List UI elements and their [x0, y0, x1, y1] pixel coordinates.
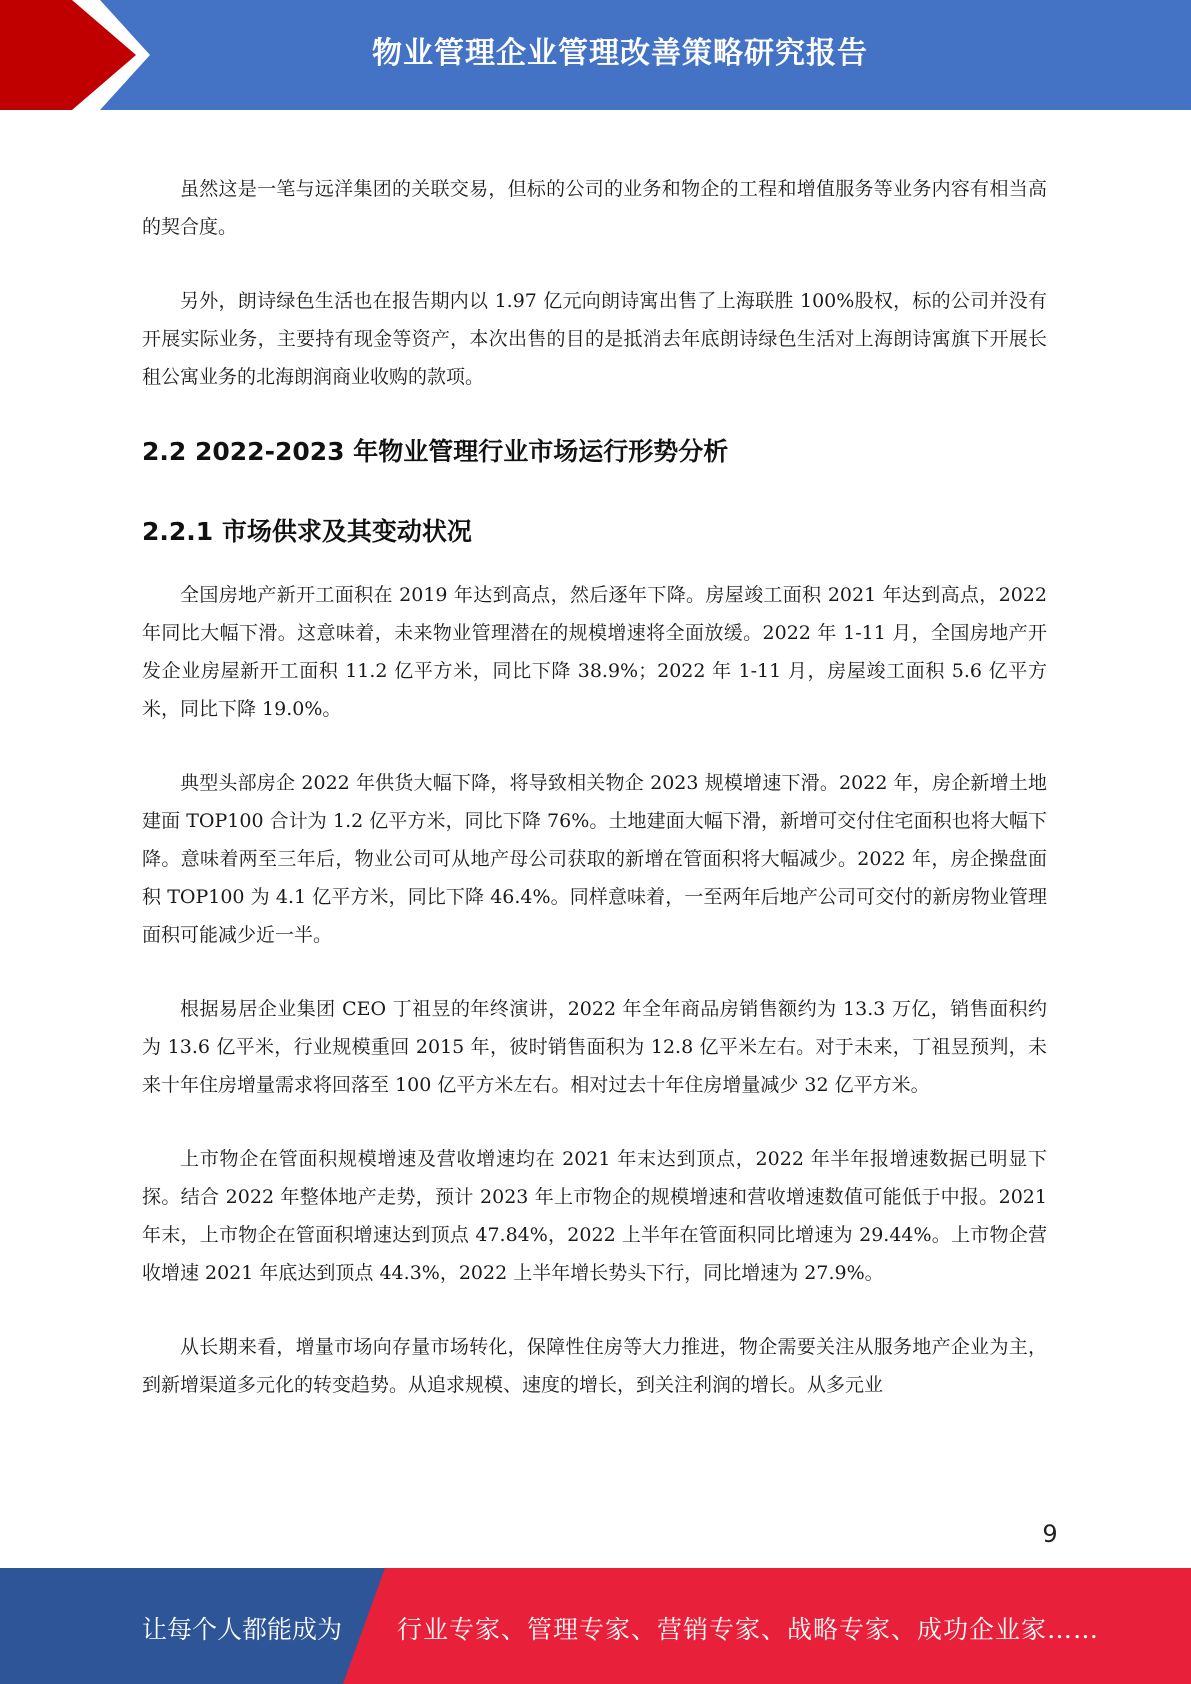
paragraph-4: 典型头部房企 2022 年供货大幅下降，将导致相关物企 2023 规模增速下滑。2022 年，房企新增土地建面 TOP100 合计为 1.2 亿平方米，同比下降 76%。土地建面大幅下滑，新增可交付住宅面积也将大幅下降。意味着两至三年后，物业公司可从地产母公司获取的新增在管面积将大幅减少。2022 年，房企操盘面积 TOP100 为 4.1 亿平方米，同比下降 46.4%。同样意味着，一至两年后地产公司可交付的新房物业管理面积可能减少近一半。	[142, 772, 1047, 946]
page-header	[0, 0, 1191, 110]
report-title: 物业管理企业管理改善策略研究报告	[372, 36, 868, 71]
paragraph-7: 从长期来看，增量市场向存量市场转化，保障性住房等大力推进，物企需要关注从服务地产企业为主，到新增渠道多元化的转变趋势。从追求规模、速度的增长，到关注利润的增长。从多元业	[142, 1336, 1047, 1396]
paragraph-3: 全国房地产新开工面积在 2019 年达到高点，然后逐年下降。房屋竣工面积 2021 年达到高点，2022 年同比大幅下滑。这意味着，未来物业管理潜在的规模增速将全面放缓。2022 年 1-11 月，全国房地产开发企业房屋新开工面积 11.2 亿平方米，同比下降 38.9%；2022 年 1-11 月，房屋竣工面积 5.6 亿平方米，同比下降 19.0%。	[142, 584, 1047, 720]
footer-slogan-left: 让每个人都能成为	[142, 1615, 343, 1644]
paragraph-1: 虽然这是一笔与远洋集团的关联交易，但标的公司的业务和物企的工程和增值服务等业务内容有相当高的契合度。	[142, 178, 1047, 238]
document-body	[142, 170, 1047, 1440]
paragraph-5: 根据易居企业集团 CEO 丁祖昱的年终演讲，2022 年全年商品房销售额约为 13.3 万亿，销售面积约为 13.6 亿平米，行业规模重回 2015 年，彼时销售面积为 12.8 亿平米左右。对于未来，丁祖昱预判，未来十年住房增量需求将回落至 100 亿平方米左右。相对过去十年住房增量减少 32 亿平方米。	[142, 998, 1047, 1096]
section-heading-2-2: 2.2 2022-2023 年物业管理行业市场运行形势分析	[142, 437, 729, 466]
footer-slogan-right: 行业专家、管理专家、营销专家、战略专家、成功企业家……	[397, 1615, 1100, 1644]
paragraph-6: 上市物企在管面积规模增速及营收增速均在 2021 年末达到顶点，2022 年半年报增速数据已明显下探。结合 2022 年整体地产走势，预计 2023 年上市物企的规模增速和营收增速数值可能低于中报。2021 年末，上市物企在管面积增速达到顶点 47.84%，2022 上半年在管面积同比增速为 29.44%。上市物企营收增速 2021 年底达到顶点 44.3%，2022 上半年增长势头下行，同比增速为 27.9%。	[142, 1148, 1047, 1284]
section-heading-2-2-1: 2.2.1 市场供求及其变动状况	[142, 517, 472, 546]
page-number: 9	[1042, 1520, 1058, 1548]
paragraph-2: 另外，朗诗绿色生活也在报告期内以 1.97 亿元向朗诗寓出售了上海联胜 100%股权，标的公司并没有开展实际业务，主要持有现金等资产，本次出售的目的是抵消去年底朗诗绿色生活对上海朗诗寓旗下开展长租公寓业务的北海朗润商业收购的款项。	[142, 290, 1047, 388]
page-footer	[0, 1568, 1191, 1684]
